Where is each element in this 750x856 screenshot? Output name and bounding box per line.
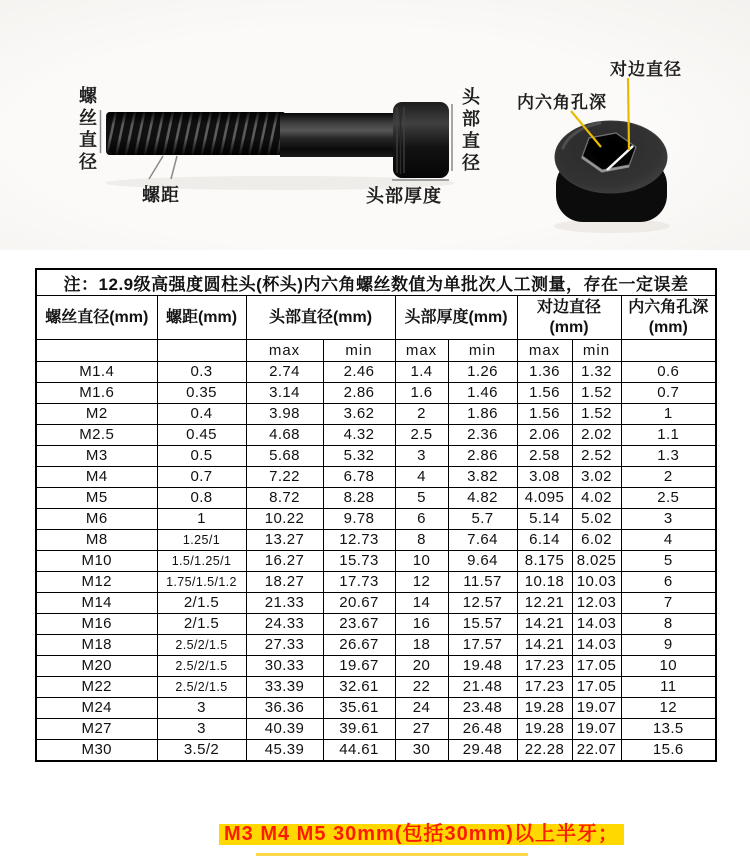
cell-head-dia-max: 33.39 (246, 677, 323, 698)
cell-head-dia-min: 15.73 (323, 551, 395, 572)
cell-head-thick-min: 2.36 (448, 425, 517, 446)
cell-pitch: 0.8 (157, 488, 246, 509)
screw-diameter-label: 螺丝直径 (77, 86, 97, 174)
cell-pitch: 2.5/2/1.5 (157, 677, 246, 698)
cell-across-flats-max: 4.095 (517, 488, 572, 509)
cell-pitch: 0.45 (157, 425, 246, 446)
header-pitch: 螺距(mm) (157, 296, 246, 340)
subheader-min: min (448, 340, 517, 362)
cell-head-thick-min: 3.82 (448, 467, 517, 488)
cell-head-dia-max: 4.68 (246, 425, 323, 446)
subheader-max: max (395, 340, 448, 362)
cell-size: M5 (36, 488, 157, 509)
cell-head-dia-min: 9.78 (323, 509, 395, 530)
cell-head-dia-max: 24.33 (246, 614, 323, 635)
table-note: 注：12.9级高强度圆柱头(杯头)内六角螺丝数值为单批次人工测量，存在一定误差 (36, 269, 716, 296)
cell-head-dia-max: 8.72 (246, 488, 323, 509)
cell-head-dia-max: 36.36 (246, 698, 323, 719)
cell-size: M18 (36, 635, 157, 656)
across-flats-pointer (628, 78, 629, 150)
cell-pitch: 2.5/2/1.5 (157, 635, 246, 656)
cell-head-thick-min: 4.82 (448, 488, 517, 509)
cell-size: M4 (36, 467, 157, 488)
cell-socket-depth: 13.5 (621, 719, 716, 740)
cell-across-flats-max: 19.28 (517, 719, 572, 740)
table-row (36, 509, 716, 530)
subheader-max: max (246, 340, 323, 362)
pitch-label: 螺距 (142, 185, 180, 205)
table-row (36, 488, 716, 509)
cell-head-dia-min: 4.32 (323, 425, 395, 446)
cell-size: M2.5 (36, 425, 157, 446)
pitch-pointer-line-1 (149, 156, 163, 179)
cell-across-flats-max: 17.23 (517, 677, 572, 698)
table-row (36, 425, 716, 446)
cell-across-flats-min: 4.02 (572, 488, 621, 509)
cell-size: M16 (36, 614, 157, 635)
cell-size: M6 (36, 509, 157, 530)
cell-across-flats-min: 17.05 (572, 677, 621, 698)
cell-across-flats-min: 5.02 (572, 509, 621, 530)
head-thickness-label: 头部厚度 (366, 186, 442, 206)
cell-head-thick-max: 20 (395, 656, 448, 677)
cell-pitch: 1 (157, 509, 246, 530)
cell-size: M12 (36, 572, 157, 593)
cell-head-dia-min: 39.61 (323, 719, 395, 740)
spec-table-body (36, 362, 716, 762)
cell-size: M10 (36, 551, 157, 572)
cell-head-thick-min: 1.46 (448, 383, 517, 404)
socket-depth-label: 内六角孔深 (517, 93, 607, 112)
cell-across-flats-min: 3.02 (572, 467, 621, 488)
cell-socket-depth: 4 (621, 530, 716, 551)
table-row (36, 362, 716, 383)
cell-size: M27 (36, 719, 157, 740)
cell-across-flats-max: 3.08 (517, 467, 572, 488)
table-row (36, 383, 716, 404)
header-head-thickness: 头部厚度(mm) (395, 296, 517, 340)
subheader-min: min (572, 340, 621, 362)
cell-socket-depth: 12 (621, 698, 716, 719)
cell-across-flats-max: 1.56 (517, 383, 572, 404)
cell-head-dia-max: 18.27 (246, 572, 323, 593)
cell-across-flats-min: 14.03 (572, 614, 621, 635)
screw-top-view (555, 121, 667, 222)
cell-head-thick-min: 12.57 (448, 593, 517, 614)
cell-pitch: 1.25/1 (157, 530, 246, 551)
header-socket-depth: 内六角孔深 (mm) (621, 296, 716, 340)
table-row (36, 635, 716, 656)
cell-head-thick-min: 19.48 (448, 656, 517, 677)
cell-head-dia-min: 19.67 (323, 656, 395, 677)
cell-size: M22 (36, 677, 157, 698)
table-row (36, 530, 716, 551)
cell-head-dia-max: 13.27 (246, 530, 323, 551)
cell-head-thick-max: 10 (395, 551, 448, 572)
cell-head-dia-max: 10.22 (246, 509, 323, 530)
spec-table (35, 268, 717, 762)
cell-head-thick-max: 22 (395, 677, 448, 698)
cell-pitch: 3.5/2 (157, 740, 246, 762)
cell-pitch: 0.7 (157, 467, 246, 488)
header-row (36, 296, 716, 340)
cell-socket-depth: 10 (621, 656, 716, 677)
table-row (36, 698, 716, 719)
header-across-flats: 对边直径 (mm) (517, 296, 621, 340)
cell-head-dia-max: 5.68 (246, 446, 323, 467)
cell-head-thick-min: 17.57 (448, 635, 517, 656)
cell-pitch: 0.5 (157, 446, 246, 467)
cell-pitch: 0.4 (157, 404, 246, 425)
cell-head-thick-max: 1.6 (395, 383, 448, 404)
header-head-diameter: 头部直径(mm) (246, 296, 395, 340)
table-row (36, 593, 716, 614)
cell-head-thick-max: 8 (395, 530, 448, 551)
cell-across-flats-max: 10.18 (517, 572, 572, 593)
cell-size: M24 (36, 698, 157, 719)
cell-pitch: 2/1.5 (157, 614, 246, 635)
pitch-pointer-line-2 (171, 156, 177, 179)
cell-head-thick-min: 5.7 (448, 509, 517, 530)
table-row (36, 719, 716, 740)
cell-socket-depth: 2 (621, 467, 716, 488)
cell-pitch: 3 (157, 719, 246, 740)
cell-across-flats-max: 1.36 (517, 362, 572, 383)
cell-head-thick-min: 2.86 (448, 446, 517, 467)
header-screw-diameter: 螺丝直径(mm) (36, 296, 157, 340)
cell-across-flats-max: 2.58 (517, 446, 572, 467)
cell-head-thick-min: 26.48 (448, 719, 517, 740)
cell-head-dia-max: 3.98 (246, 404, 323, 425)
cell-across-flats-max: 5.14 (517, 509, 572, 530)
cell-socket-depth: 15.6 (621, 740, 716, 762)
cell-head-dia-max: 2.74 (246, 362, 323, 383)
cell-head-dia-min: 5.32 (323, 446, 395, 467)
cell-socket-depth: 0.6 (621, 362, 716, 383)
cell-head-thick-max: 5 (395, 488, 448, 509)
cell-head-thick-min: 23.48 (448, 698, 517, 719)
cell-pitch: 3 (157, 698, 246, 719)
cell-head-dia-max: 27.33 (246, 635, 323, 656)
cell-head-dia-min: 26.67 (323, 635, 395, 656)
cell-across-flats-min: 22.07 (572, 740, 621, 762)
cell-size: M8 (36, 530, 157, 551)
cell-socket-depth: 9 (621, 635, 716, 656)
screw-photo-section (0, 0, 750, 250)
table-row (36, 614, 716, 635)
cell-head-thick-max: 1.4 (395, 362, 448, 383)
subheader-max: max (517, 340, 572, 362)
cell-across-flats-min: 10.03 (572, 572, 621, 593)
cell-head-dia-max: 40.39 (246, 719, 323, 740)
cell-across-flats-min: 1.52 (572, 404, 621, 425)
cell-head-thick-max: 3 (395, 446, 448, 467)
cell-head-dia-max: 7.22 (246, 467, 323, 488)
cell-size: M2 (36, 404, 157, 425)
cell-across-flats-min: 8.025 (572, 551, 621, 572)
cell-across-flats-max: 17.23 (517, 656, 572, 677)
cell-size: M30 (36, 740, 157, 762)
cell-head-dia-min: 35.61 (323, 698, 395, 719)
smooth-shank (280, 113, 396, 157)
cell-socket-depth: 7 (621, 593, 716, 614)
cell-head-thick-max: 16 (395, 614, 448, 635)
cell-pitch: 1.5/1.25/1 (157, 551, 246, 572)
cell-head-thick-max: 12 (395, 572, 448, 593)
cell-head-dia-max: 21.33 (246, 593, 323, 614)
cell-head-dia-min: 3.62 (323, 404, 395, 425)
table-row (36, 551, 716, 572)
cell-head-thick-max: 18 (395, 635, 448, 656)
cell-socket-depth: 2.5 (621, 488, 716, 509)
cell-head-dia-min: 20.67 (323, 593, 395, 614)
cell-head-dia-min: 12.73 (323, 530, 395, 551)
cell-head-dia-min: 6.78 (323, 467, 395, 488)
cell-across-flats-max: 14.21 (517, 635, 572, 656)
cell-head-thick-min: 9.64 (448, 551, 517, 572)
across-flats-label: 对边直径 (610, 60, 682, 79)
screw-side-view (106, 102, 449, 178)
cell-across-flats-min: 1.32 (572, 362, 621, 383)
head-diameter-label: 头部直径 (460, 87, 480, 175)
note-row (36, 269, 716, 296)
cell-head-dia-max: 45.39 (246, 740, 323, 762)
cell-head-thick-max: 4 (395, 467, 448, 488)
cell-size: M20 (36, 656, 157, 677)
cell-socket-depth: 0.7 (621, 383, 716, 404)
cell-head-thick-max: 2 (395, 404, 448, 425)
cell-socket-depth: 1 (621, 404, 716, 425)
cell-across-flats-min: 14.03 (572, 635, 621, 656)
table-row (36, 446, 716, 467)
cell-across-flats-max: 8.175 (517, 551, 572, 572)
cell-across-flats-min: 1.52 (572, 383, 621, 404)
cell-socket-depth: 3 (621, 509, 716, 530)
cell-socket-depth: 1.1 (621, 425, 716, 446)
cell-head-dia-min: 2.46 (323, 362, 395, 383)
cell-across-flats-min: 19.07 (572, 698, 621, 719)
cell-socket-depth: 1.3 (621, 446, 716, 467)
table-row (36, 572, 716, 593)
cell-across-flats-max: 2.06 (517, 425, 572, 446)
cell-across-flats-max: 22.28 (517, 740, 572, 762)
cell-size: M14 (36, 593, 157, 614)
cell-head-thick-min: 7.64 (448, 530, 517, 551)
cell-head-thick-min: 15.57 (448, 614, 517, 635)
cell-head-thick-min: 29.48 (448, 740, 517, 762)
cell-across-flats-min: 2.52 (572, 446, 621, 467)
cell-head-dia-min: 2.86 (323, 383, 395, 404)
cell-across-flats-max: 6.14 (517, 530, 572, 551)
cell-pitch: 2.5/2/1.5 (157, 656, 246, 677)
cell-head-thick-min: 11.57 (448, 572, 517, 593)
cell-socket-depth: 5 (621, 551, 716, 572)
cell-head-thick-max: 14 (395, 593, 448, 614)
cell-across-flats-max: 12.21 (517, 593, 572, 614)
cell-pitch: 2/1.5 (157, 593, 246, 614)
cell-head-thick-max: 24 (395, 698, 448, 719)
cell-size: M3 (36, 446, 157, 467)
screw-head-side (393, 102, 449, 178)
cell-head-thick-max: 30 (395, 740, 448, 762)
subheader-row (36, 340, 716, 362)
half-thread-note: M3 M4 M5 30mm(包括30mm)以上半牙； (219, 824, 624, 845)
cell-across-flats-max: 1.56 (517, 404, 572, 425)
cell-socket-depth: 6 (621, 572, 716, 593)
cell-head-thick-max: 2.5 (395, 425, 448, 446)
cell-pitch: 0.35 (157, 383, 246, 404)
cell-head-dia-max: 16.27 (246, 551, 323, 572)
cell-across-flats-max: 19.28 (517, 698, 572, 719)
cell-across-flats-max: 14.21 (517, 614, 572, 635)
cell-across-flats-min: 12.03 (572, 593, 621, 614)
table-row (36, 740, 716, 762)
cell-size: M1.4 (36, 362, 157, 383)
cell-head-dia-min: 32.61 (323, 677, 395, 698)
table-row (36, 677, 716, 698)
cell-head-dia-min: 8.28 (323, 488, 395, 509)
cell-across-flats-min: 17.05 (572, 656, 621, 677)
cell-across-flats-min: 19.07 (572, 719, 621, 740)
cell-socket-depth: 11 (621, 677, 716, 698)
cell-head-thick-max: 6 (395, 509, 448, 530)
subheader-min: min (323, 340, 395, 362)
cell-head-thick-max: 27 (395, 719, 448, 740)
table-row (36, 404, 716, 425)
cell-head-dia-min: 44.61 (323, 740, 395, 762)
cell-head-thick-min: 1.86 (448, 404, 517, 425)
cell-head-dia-min: 17.73 (323, 572, 395, 593)
cell-head-thick-min: 1.26 (448, 362, 517, 383)
cell-head-thick-min: 21.48 (448, 677, 517, 698)
cell-socket-depth: 8 (621, 614, 716, 635)
cell-head-dia-min: 23.67 (323, 614, 395, 635)
cell-pitch: 1.75/1.5/1.2 (157, 572, 246, 593)
table-row (36, 467, 716, 488)
cell-across-flats-min: 2.02 (572, 425, 621, 446)
cell-size: M1.6 (36, 383, 157, 404)
cell-head-dia-max: 3.14 (246, 383, 323, 404)
screw-diagram-graphic (0, 0, 750, 250)
cell-across-flats-min: 6.02 (572, 530, 621, 551)
cell-head-dia-max: 30.33 (246, 656, 323, 677)
table-row (36, 656, 716, 677)
cell-pitch: 0.3 (157, 362, 246, 383)
